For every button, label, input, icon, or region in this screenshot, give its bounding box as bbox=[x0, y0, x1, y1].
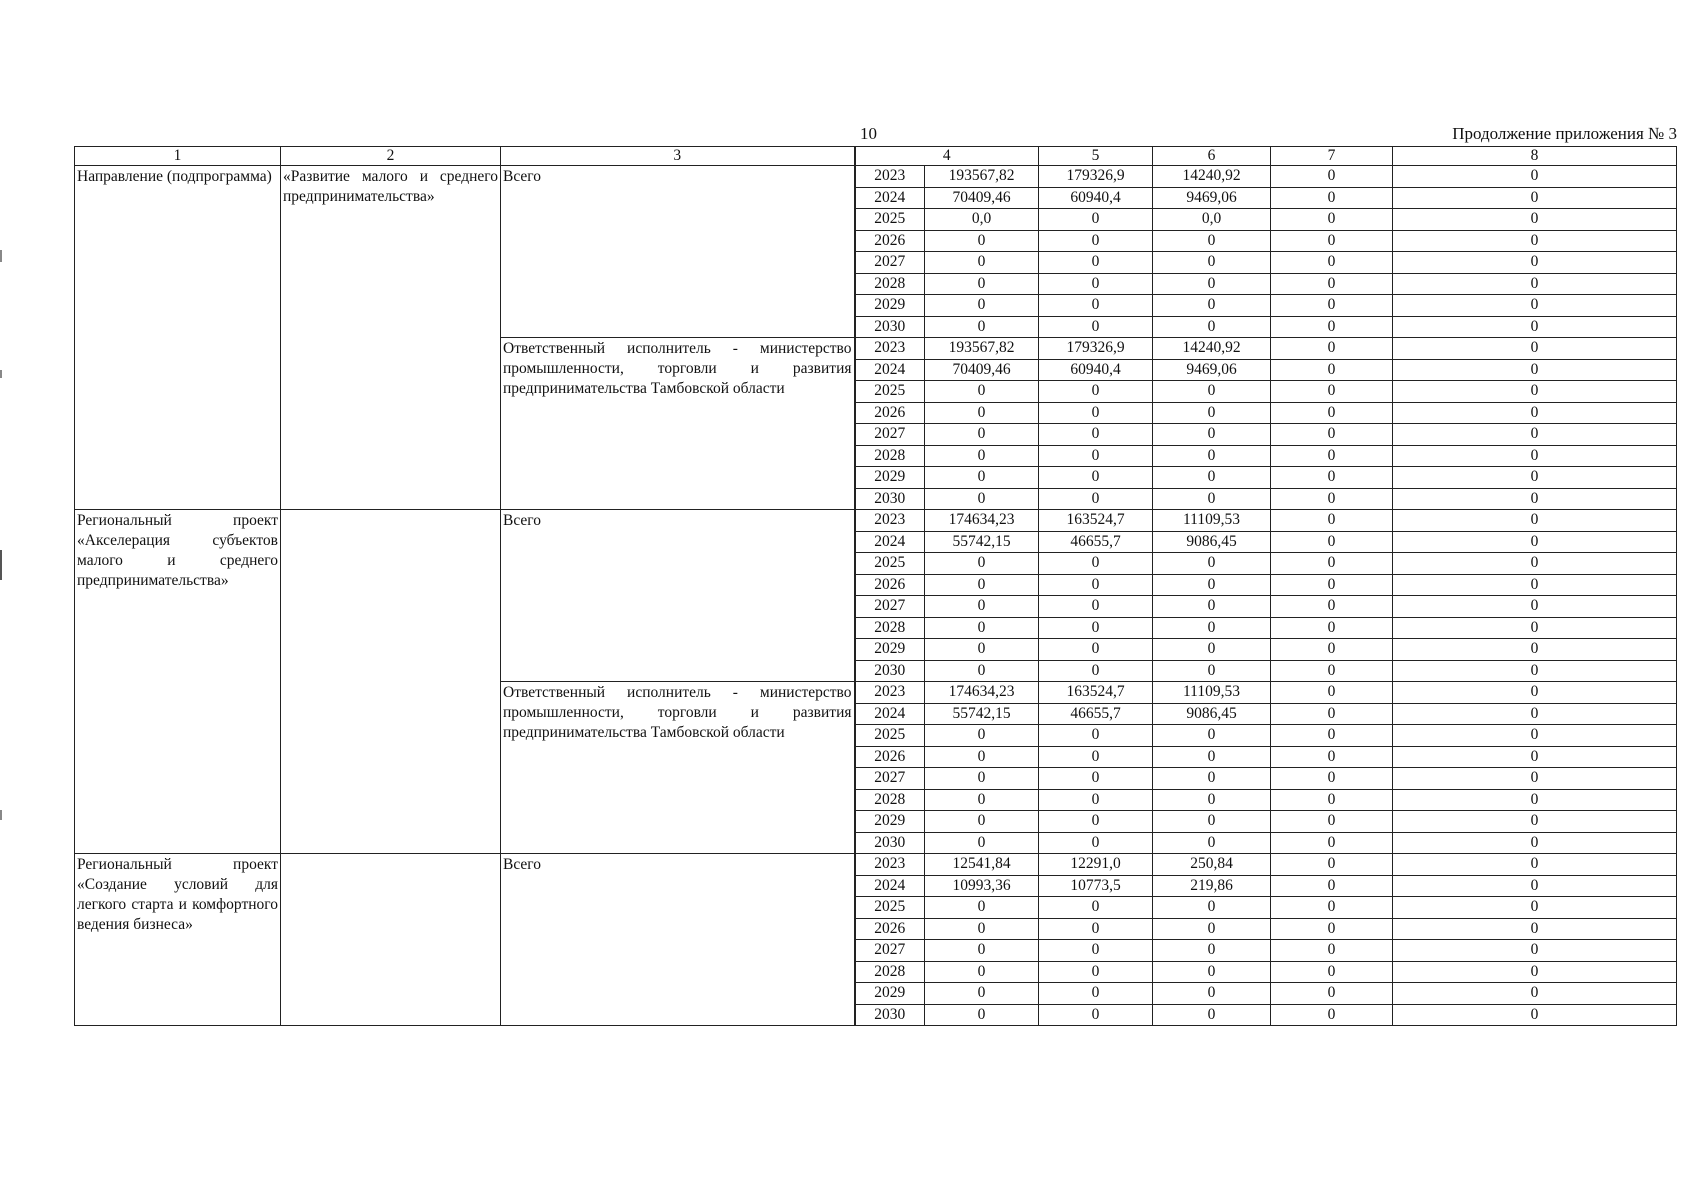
extra-cell: 0 bbox=[1393, 381, 1677, 403]
federal-cell: 0 bbox=[1039, 832, 1153, 854]
federal-cell: 0 bbox=[1039, 553, 1153, 575]
section-title-cell bbox=[281, 854, 501, 1026]
scan-edge-marks bbox=[0, 250, 3, 950]
federal-cell: 10773,5 bbox=[1039, 875, 1153, 897]
total-cell: 0 bbox=[925, 1004, 1039, 1026]
year-cell: 2030 bbox=[855, 1004, 925, 1026]
local-cell: 0 bbox=[1271, 359, 1393, 381]
funding-table bbox=[74, 146, 1677, 1026]
local-cell: 0 bbox=[1271, 854, 1393, 876]
year-cell: 2028 bbox=[855, 789, 925, 811]
federal-cell: 0 bbox=[1039, 897, 1153, 919]
extra-cell: 0 bbox=[1393, 596, 1677, 618]
total-cell: 0 bbox=[925, 983, 1039, 1005]
regional-cell: 14240,92 bbox=[1153, 166, 1271, 188]
regional-cell: 0 bbox=[1153, 230, 1271, 252]
local-cell: 0 bbox=[1271, 574, 1393, 596]
regional-cell: 0 bbox=[1153, 768, 1271, 790]
local-cell: 0 bbox=[1271, 531, 1393, 553]
federal-cell: 0 bbox=[1039, 940, 1153, 962]
extra-cell: 0 bbox=[1393, 639, 1677, 661]
federal-cell: 179326,9 bbox=[1039, 338, 1153, 360]
total-cell: 0 bbox=[925, 230, 1039, 252]
extra-cell: 0 bbox=[1393, 832, 1677, 854]
extra-cell: 0 bbox=[1393, 230, 1677, 252]
local-cell: 0 bbox=[1271, 230, 1393, 252]
local-cell: 0 bbox=[1271, 596, 1393, 618]
federal-cell: 0 bbox=[1039, 961, 1153, 983]
extra-cell: 0 bbox=[1393, 166, 1677, 188]
local-cell: 0 bbox=[1271, 316, 1393, 338]
federal-cell: 0 bbox=[1039, 488, 1153, 510]
column-number: 2 bbox=[281, 147, 501, 166]
federal-cell: 0 bbox=[1039, 316, 1153, 338]
local-cell: 0 bbox=[1271, 746, 1393, 768]
extra-cell: 0 bbox=[1393, 467, 1677, 489]
total-cell: 193567,82 bbox=[925, 338, 1039, 360]
total-cell: 0 bbox=[925, 574, 1039, 596]
local-cell: 0 bbox=[1271, 725, 1393, 747]
year-cell: 2025 bbox=[855, 897, 925, 919]
total-cell: 0 bbox=[925, 961, 1039, 983]
extra-cell: 0 bbox=[1393, 488, 1677, 510]
year-cell: 2027 bbox=[855, 768, 925, 790]
year-cell: 2024 bbox=[855, 875, 925, 897]
local-cell: 0 bbox=[1271, 682, 1393, 704]
year-cell: 2030 bbox=[855, 316, 925, 338]
year-cell: 2029 bbox=[855, 639, 925, 661]
local-cell: 0 bbox=[1271, 402, 1393, 424]
year-cell: 2025 bbox=[855, 209, 925, 231]
year-cell: 2024 bbox=[855, 531, 925, 553]
year-cell: 2026 bbox=[855, 574, 925, 596]
column-number: 3 bbox=[501, 147, 855, 166]
regional-cell: 9469,06 bbox=[1153, 187, 1271, 209]
year-cell: 2027 bbox=[855, 596, 925, 618]
year-cell: 2028 bbox=[855, 961, 925, 983]
federal-cell: 179326,9 bbox=[1039, 166, 1153, 188]
total-cell: 0 bbox=[925, 617, 1039, 639]
federal-cell: 0 bbox=[1039, 789, 1153, 811]
column-number: 7 bbox=[1271, 147, 1393, 166]
year-cell: 2028 bbox=[855, 617, 925, 639]
extra-cell: 0 bbox=[1393, 510, 1677, 532]
total-cell: 0 bbox=[925, 553, 1039, 575]
year-cell: 2028 bbox=[855, 273, 925, 295]
federal-cell: 0 bbox=[1039, 381, 1153, 403]
extra-cell: 0 bbox=[1393, 983, 1677, 1005]
regional-cell: 0 bbox=[1153, 488, 1271, 510]
local-cell: 0 bbox=[1271, 273, 1393, 295]
year-cell: 2030 bbox=[855, 832, 925, 854]
extra-cell: 0 bbox=[1393, 531, 1677, 553]
regional-cell: 0 bbox=[1153, 252, 1271, 274]
federal-cell: 60940,4 bbox=[1039, 187, 1153, 209]
local-cell: 0 bbox=[1271, 187, 1393, 209]
year-cell: 2024 bbox=[855, 359, 925, 381]
extra-cell: 0 bbox=[1393, 295, 1677, 317]
local-cell: 0 bbox=[1271, 832, 1393, 854]
total-cell: 55742,15 bbox=[925, 531, 1039, 553]
extra-cell: 0 bbox=[1393, 574, 1677, 596]
regional-cell: 0 bbox=[1153, 467, 1271, 489]
extra-cell: 0 bbox=[1393, 209, 1677, 231]
extra-cell: 0 bbox=[1393, 725, 1677, 747]
column-number: 5 bbox=[1039, 147, 1153, 166]
federal-cell: 0 bbox=[1039, 402, 1153, 424]
year-cell: 2024 bbox=[855, 703, 925, 725]
extra-cell: 0 bbox=[1393, 940, 1677, 962]
local-cell: 0 bbox=[1271, 424, 1393, 446]
regional-cell: 0 bbox=[1153, 596, 1271, 618]
total-cell: 0 bbox=[925, 273, 1039, 295]
year-cell: 2029 bbox=[855, 295, 925, 317]
federal-cell: 0 bbox=[1039, 596, 1153, 618]
extra-cell: 0 bbox=[1393, 703, 1677, 725]
total-cell: 70409,46 bbox=[925, 359, 1039, 381]
local-cell: 0 bbox=[1271, 295, 1393, 317]
federal-cell: 0 bbox=[1039, 574, 1153, 596]
federal-cell: 0 bbox=[1039, 918, 1153, 940]
regional-cell: 0 bbox=[1153, 402, 1271, 424]
total-cell: 0 bbox=[925, 789, 1039, 811]
year-cell: 2030 bbox=[855, 660, 925, 682]
regional-cell: 0,0 bbox=[1153, 209, 1271, 231]
section-name-cell: Региональный проект «Акселерация субъектов малого и среднего предпринимательства» bbox=[75, 510, 281, 854]
year-cell: 2027 bbox=[855, 424, 925, 446]
group-label-cell: Ответственный исполнитель - министерство промышленности, торговли и развития предпринимательства Тамбовской области bbox=[501, 338, 855, 510]
local-cell: 0 bbox=[1271, 510, 1393, 532]
year-cell: 2025 bbox=[855, 725, 925, 747]
group-label-cell: Ответственный исполнитель - министерство промышленности, торговли и развития предпринимательства Тамбовской области bbox=[501, 682, 855, 854]
regional-cell: 0 bbox=[1153, 574, 1271, 596]
continuation-label: Продолжение приложения № 3 bbox=[1452, 124, 1677, 143]
local-cell: 0 bbox=[1271, 875, 1393, 897]
column-number: 6 bbox=[1153, 147, 1271, 166]
total-cell: 0 bbox=[925, 639, 1039, 661]
total-cell: 0 bbox=[925, 596, 1039, 618]
total-cell: 0 bbox=[925, 252, 1039, 274]
year-cell: 2023 bbox=[855, 854, 925, 876]
local-cell: 0 bbox=[1271, 488, 1393, 510]
total-cell: 0 bbox=[925, 295, 1039, 317]
extra-cell: 0 bbox=[1393, 897, 1677, 919]
regional-cell: 0 bbox=[1153, 940, 1271, 962]
group-label-cell: Всего bbox=[501, 510, 855, 682]
regional-cell: 0 bbox=[1153, 983, 1271, 1005]
regional-cell: 0 bbox=[1153, 381, 1271, 403]
extra-cell: 0 bbox=[1393, 187, 1677, 209]
local-cell: 0 bbox=[1271, 639, 1393, 661]
regional-cell: 14240,92 bbox=[1153, 338, 1271, 360]
local-cell: 0 bbox=[1271, 940, 1393, 962]
regional-cell: 0 bbox=[1153, 617, 1271, 639]
total-cell: 0 bbox=[925, 424, 1039, 446]
local-cell: 0 bbox=[1271, 918, 1393, 940]
section-title-cell: «Развитие малого и среднего предпринимательства» bbox=[281, 166, 501, 510]
federal-cell: 163524,7 bbox=[1039, 510, 1153, 532]
column-number: 8 bbox=[1393, 147, 1677, 166]
local-cell: 0 bbox=[1271, 768, 1393, 790]
local-cell: 0 bbox=[1271, 703, 1393, 725]
federal-cell: 0 bbox=[1039, 639, 1153, 661]
total-cell: 0 bbox=[925, 897, 1039, 919]
group-label-cell: Всего bbox=[501, 854, 855, 1026]
year-cell: 2029 bbox=[855, 983, 925, 1005]
federal-cell: 0 bbox=[1039, 252, 1153, 274]
year-cell: 2026 bbox=[855, 230, 925, 252]
regional-cell: 0 bbox=[1153, 295, 1271, 317]
total-cell: 0 bbox=[925, 445, 1039, 467]
regional-cell: 9086,45 bbox=[1153, 703, 1271, 725]
federal-cell: 0 bbox=[1039, 424, 1153, 446]
table-row bbox=[75, 510, 1677, 532]
regional-cell: 0 bbox=[1153, 725, 1271, 747]
local-cell: 0 bbox=[1271, 338, 1393, 360]
total-cell: 10993,36 bbox=[925, 875, 1039, 897]
year-cell: 2023 bbox=[855, 338, 925, 360]
total-cell: 193567,82 bbox=[925, 166, 1039, 188]
regional-cell: 0 bbox=[1153, 918, 1271, 940]
column-number: 4 bbox=[855, 147, 1039, 166]
local-cell: 0 bbox=[1271, 897, 1393, 919]
year-cell: 2029 bbox=[855, 467, 925, 489]
extra-cell: 0 bbox=[1393, 789, 1677, 811]
column-number-row bbox=[75, 147, 1677, 166]
total-cell: 0 bbox=[925, 725, 1039, 747]
total-cell: 0 bbox=[925, 316, 1039, 338]
section-name-cell: Региональный проект «Создание условий для легкого старта и комфортного ведения бизнеса» bbox=[75, 854, 281, 1026]
extra-cell: 0 bbox=[1393, 402, 1677, 424]
federal-cell: 163524,7 bbox=[1039, 682, 1153, 704]
regional-cell: 0 bbox=[1153, 639, 1271, 661]
local-cell: 0 bbox=[1271, 166, 1393, 188]
section-name-cell: Направление (подпрограмма) bbox=[75, 166, 281, 510]
regional-cell: 250,84 bbox=[1153, 854, 1271, 876]
extra-cell: 0 bbox=[1393, 553, 1677, 575]
page-number: 10 bbox=[860, 124, 877, 143]
federal-cell: 0 bbox=[1039, 1004, 1153, 1026]
year-cell: 2026 bbox=[855, 746, 925, 768]
column-number: 1 bbox=[75, 147, 281, 166]
total-cell: 174634,23 bbox=[925, 510, 1039, 532]
year-cell: 2025 bbox=[855, 381, 925, 403]
year-cell: 2023 bbox=[855, 682, 925, 704]
federal-cell: 0 bbox=[1039, 467, 1153, 489]
total-cell: 0 bbox=[925, 746, 1039, 768]
regional-cell: 0 bbox=[1153, 897, 1271, 919]
total-cell: 0 bbox=[925, 832, 1039, 854]
total-cell: 55742,15 bbox=[925, 703, 1039, 725]
regional-cell: 0 bbox=[1153, 746, 1271, 768]
year-cell: 2024 bbox=[855, 187, 925, 209]
local-cell: 0 bbox=[1271, 209, 1393, 231]
federal-cell: 0 bbox=[1039, 209, 1153, 231]
regional-cell: 0 bbox=[1153, 553, 1271, 575]
extra-cell: 0 bbox=[1393, 252, 1677, 274]
extra-cell: 0 bbox=[1393, 359, 1677, 381]
federal-cell: 0 bbox=[1039, 445, 1153, 467]
regional-cell: 0 bbox=[1153, 832, 1271, 854]
federal-cell: 0 bbox=[1039, 273, 1153, 295]
regional-cell: 0 bbox=[1153, 273, 1271, 295]
total-cell: 0 bbox=[925, 488, 1039, 510]
extra-cell: 0 bbox=[1393, 316, 1677, 338]
local-cell: 0 bbox=[1271, 789, 1393, 811]
total-cell: 0 bbox=[925, 467, 1039, 489]
section-title-cell bbox=[281, 510, 501, 854]
extra-cell: 0 bbox=[1393, 746, 1677, 768]
local-cell: 0 bbox=[1271, 660, 1393, 682]
extra-cell: 0 bbox=[1393, 617, 1677, 639]
regional-cell: 0 bbox=[1153, 811, 1271, 833]
regional-cell: 0 bbox=[1153, 316, 1271, 338]
extra-cell: 0 bbox=[1393, 811, 1677, 833]
extra-cell: 0 bbox=[1393, 768, 1677, 790]
extra-cell: 0 bbox=[1393, 445, 1677, 467]
extra-cell: 0 bbox=[1393, 918, 1677, 940]
total-cell: 0 bbox=[925, 381, 1039, 403]
year-cell: 2023 bbox=[855, 166, 925, 188]
total-cell: 70409,46 bbox=[925, 187, 1039, 209]
regional-cell: 11109,53 bbox=[1153, 510, 1271, 532]
federal-cell: 0 bbox=[1039, 725, 1153, 747]
federal-cell: 0 bbox=[1039, 617, 1153, 639]
total-cell: 0,0 bbox=[925, 209, 1039, 231]
local-cell: 0 bbox=[1271, 252, 1393, 274]
total-cell: 0 bbox=[925, 940, 1039, 962]
extra-cell: 0 bbox=[1393, 273, 1677, 295]
regional-cell: 0 bbox=[1153, 789, 1271, 811]
extra-cell: 0 bbox=[1393, 961, 1677, 983]
group-label-cell: Всего bbox=[501, 166, 855, 338]
federal-cell: 0 bbox=[1039, 768, 1153, 790]
extra-cell: 0 bbox=[1393, 424, 1677, 446]
year-cell: 2030 bbox=[855, 488, 925, 510]
federal-cell: 0 bbox=[1039, 811, 1153, 833]
total-cell: 174634,23 bbox=[925, 682, 1039, 704]
year-cell: 2026 bbox=[855, 918, 925, 940]
federal-cell: 60940,4 bbox=[1039, 359, 1153, 381]
local-cell: 0 bbox=[1271, 811, 1393, 833]
year-cell: 2026 bbox=[855, 402, 925, 424]
federal-cell: 0 bbox=[1039, 983, 1153, 1005]
total-cell: 12541,84 bbox=[925, 854, 1039, 876]
federal-cell: 0 bbox=[1039, 295, 1153, 317]
regional-cell: 11109,53 bbox=[1153, 682, 1271, 704]
year-cell: 2029 bbox=[855, 811, 925, 833]
table-row bbox=[75, 854, 1677, 876]
local-cell: 0 bbox=[1271, 467, 1393, 489]
federal-cell: 46655,7 bbox=[1039, 531, 1153, 553]
federal-cell: 0 bbox=[1039, 230, 1153, 252]
local-cell: 0 bbox=[1271, 983, 1393, 1005]
total-cell: 0 bbox=[925, 811, 1039, 833]
extra-cell: 0 bbox=[1393, 1004, 1677, 1026]
federal-cell: 46655,7 bbox=[1039, 703, 1153, 725]
year-cell: 2023 bbox=[855, 510, 925, 532]
extra-cell: 0 bbox=[1393, 875, 1677, 897]
regional-cell: 9469,06 bbox=[1153, 359, 1271, 381]
year-cell: 2025 bbox=[855, 553, 925, 575]
regional-cell: 0 bbox=[1153, 1004, 1271, 1026]
local-cell: 0 bbox=[1271, 617, 1393, 639]
regional-cell: 9086,45 bbox=[1153, 531, 1271, 553]
extra-cell: 0 bbox=[1393, 338, 1677, 360]
extra-cell: 0 bbox=[1393, 854, 1677, 876]
local-cell: 0 bbox=[1271, 553, 1393, 575]
federal-cell: 0 bbox=[1039, 746, 1153, 768]
total-cell: 0 bbox=[925, 768, 1039, 790]
extra-cell: 0 bbox=[1393, 682, 1677, 704]
regional-cell: 0 bbox=[1153, 961, 1271, 983]
year-cell: 2027 bbox=[855, 252, 925, 274]
regional-cell: 0 bbox=[1153, 424, 1271, 446]
regional-cell: 219,86 bbox=[1153, 875, 1271, 897]
total-cell: 0 bbox=[925, 402, 1039, 424]
local-cell: 0 bbox=[1271, 381, 1393, 403]
federal-cell: 12291,0 bbox=[1039, 854, 1153, 876]
total-cell: 0 bbox=[925, 918, 1039, 940]
regional-cell: 0 bbox=[1153, 445, 1271, 467]
federal-cell: 0 bbox=[1039, 660, 1153, 682]
total-cell: 0 bbox=[925, 660, 1039, 682]
year-cell: 2027 bbox=[855, 940, 925, 962]
local-cell: 0 bbox=[1271, 1004, 1393, 1026]
table-row bbox=[75, 166, 1677, 188]
regional-cell: 0 bbox=[1153, 660, 1271, 682]
local-cell: 0 bbox=[1271, 961, 1393, 983]
local-cell: 0 bbox=[1271, 445, 1393, 467]
year-cell: 2028 bbox=[855, 445, 925, 467]
extra-cell: 0 bbox=[1393, 660, 1677, 682]
